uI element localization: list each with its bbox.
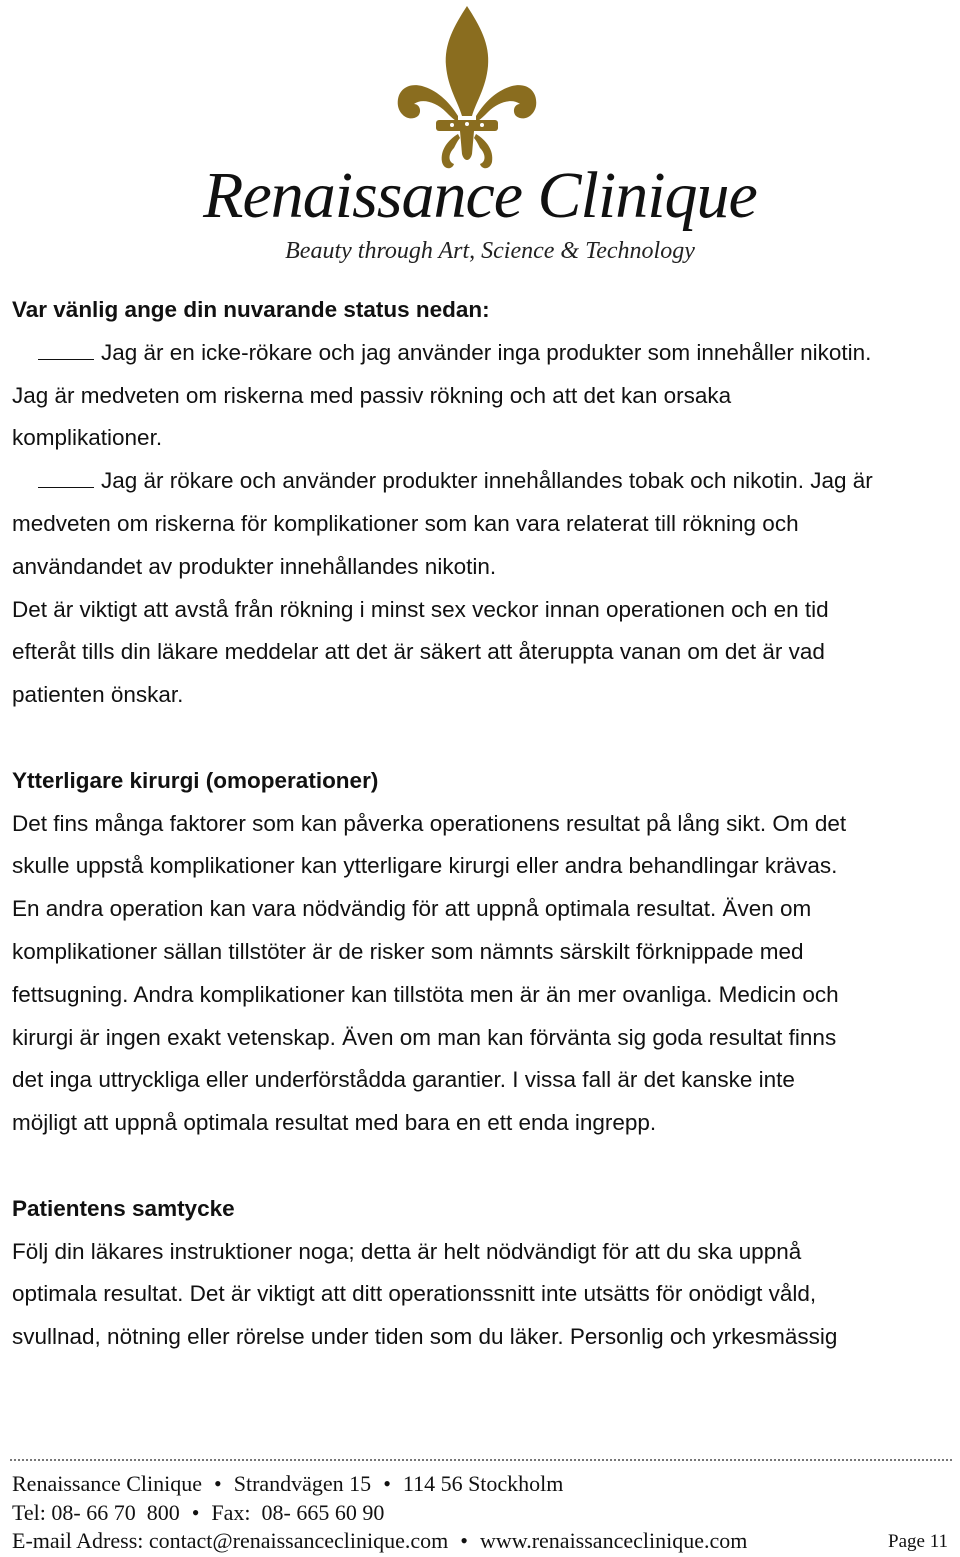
paragraph-line: möjligt att uppnå optimala resultat med bara en ett enda ingrepp. bbox=[12, 1110, 657, 1136]
paragraph-line: En andra operation kan vara nödvändig för att uppnå optimala resultat. Även om bbox=[12, 896, 812, 922]
footer-city: 114 56 Stockholm bbox=[402, 1471, 564, 1496]
paragraph-line: Det fins många faktorer som kan påverka operationens resultat på lång sikt. Om det bbox=[12, 810, 847, 836]
footer bbox=[12, 1470, 952, 1556]
fleur-de-lis-icon bbox=[392, 4, 542, 176]
answer-blank-nonsmoker[interactable] bbox=[38, 339, 94, 360]
paragraph-line: skulle uppstå komplikationer kan ytterligare kirurgi eller andra behandlingar krävas. bbox=[12, 853, 838, 879]
footer-street: Strandvägen 15 bbox=[233, 1471, 372, 1496]
footer-phone-row bbox=[12, 1499, 952, 1528]
document-body bbox=[12, 289, 952, 1359]
reoperation-heading: Ytterligare kirurgi (omoperationer) bbox=[12, 767, 379, 793]
brand-name: Renaissance Clinique bbox=[203, 159, 757, 232]
smoking-note: patienten önskar. bbox=[12, 682, 184, 708]
page-number: Page 11 bbox=[888, 1531, 948, 1552]
spacer bbox=[12, 717, 952, 760]
consent-heading: Patientens samtycke bbox=[12, 1195, 235, 1221]
answer-blank-smoker[interactable] bbox=[38, 467, 94, 488]
bullet-icon: • bbox=[191, 1499, 200, 1525]
footer-fax: Fax: 08- 665 60 90 bbox=[211, 1499, 385, 1525]
paragraph-line: fettsugning. Andra komplikationer kan tillstöta men är än mer ovanliga. Medicin och bbox=[12, 981, 839, 1007]
status-option-nonsmoker bbox=[12, 332, 952, 375]
footer-contact-row bbox=[12, 1527, 952, 1556]
bullet-icon: • bbox=[460, 1528, 468, 1553]
footer-website[interactable]: www.renaissanceclinique.com bbox=[479, 1528, 748, 1553]
option-text: komplikationer. bbox=[12, 425, 163, 451]
option-text: Jag är rökare och använder produkter innehållandes tobak och nikotin. Jag är bbox=[101, 468, 873, 494]
paragraph-line: det inga uttryckliga eller underförstådda garantier. I vissa fall är det kanske inte bbox=[12, 1067, 795, 1093]
paragraph-line: kirurgi är ingen exakt vetenskap. Även om man kan förvänta sig goda resultat finns bbox=[12, 1024, 837, 1050]
smoking-note: Det är viktigt att avstå från rökning i minst sex veckor innan operationen och en tid bbox=[12, 596, 829, 622]
paragraph-line: Följ din läkares instruktioner noga; detta är helt nödvändigt för att du ska uppnå bbox=[12, 1238, 802, 1264]
status-option-smoker bbox=[12, 460, 952, 503]
footer-email[interactable]: E-mail Adress: contact@renaissanceclinique.com bbox=[12, 1528, 449, 1553]
option-text: medveten om riskerna för komplikationer som kan vara relaterat till rökning och bbox=[12, 510, 799, 536]
status-heading: Var vänlig ange din nuvarande status nedan: bbox=[12, 297, 490, 322]
footer-divider bbox=[10, 1459, 952, 1461]
paragraph-line: optimala resultat. Det är viktigt att ditt operationssnitt inte utsätts för onödigt våld, bbox=[12, 1281, 817, 1307]
bullet-icon: • bbox=[214, 1471, 222, 1496]
footer-tel: Tel: 08- 66 70 800 bbox=[12, 1499, 180, 1525]
letterhead bbox=[0, 0, 960, 280]
paragraph-line: svullnad, nötning eller rörelse under tiden som du läker. Personlig och yrkesmässig bbox=[12, 1324, 838, 1350]
bullet-icon: • bbox=[383, 1471, 391, 1496]
spacer bbox=[12, 1145, 952, 1188]
footer-clinic-name: Renaissance Clinique bbox=[12, 1471, 203, 1496]
option-text: Jag är en icke-rökare och jag använder inga produkter som innehåller nikotin. bbox=[101, 339, 872, 365]
paragraph-line: komplikationer sällan tillstöter är de risker som nämnts särskilt förknippade med bbox=[12, 938, 804, 964]
brand-tagline: Beauty through Art, Science & Technology bbox=[285, 238, 695, 264]
smoking-note: efteråt tills din läkare meddelar att det är säkert att återuppta vanan om det är vad bbox=[12, 639, 825, 665]
option-text: användandet av produkter innehållandes nikotin. bbox=[12, 553, 497, 579]
footer-address-row bbox=[12, 1470, 952, 1499]
option-text: Jag är medveten om riskerna med passiv rökning och att det kan orsaka bbox=[12, 382, 732, 408]
